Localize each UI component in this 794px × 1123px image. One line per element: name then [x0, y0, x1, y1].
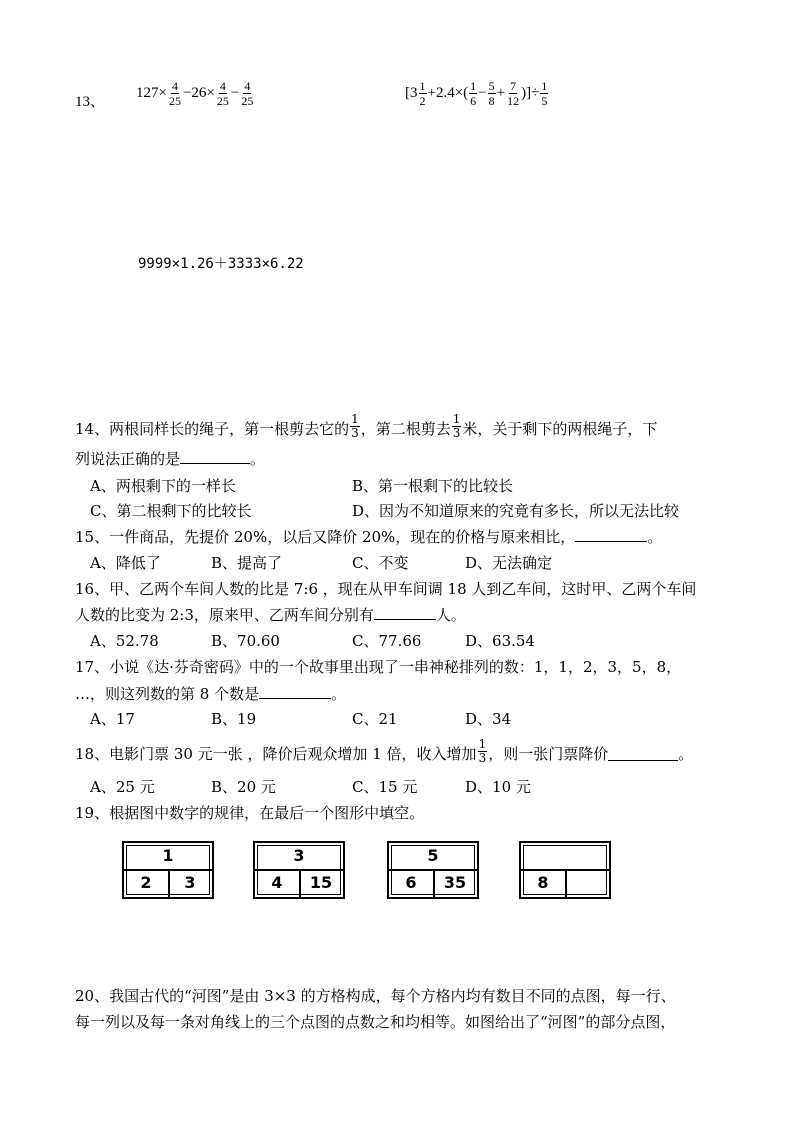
q15-question: [75, 527, 662, 546]
denominator: 2: [419, 94, 426, 108]
q14-text-b: ，第二根剪去: [360, 419, 451, 438]
q13-label: 13、: [75, 94, 106, 110]
expr1-term-a: 127×: [136, 85, 167, 101]
fraction: [216, 79, 230, 108]
box-right-number: 3: [184, 873, 196, 892]
answer-blank[interactable]: [575, 527, 647, 542]
q16-line-1: 16、甲、乙两个车间人数的比是 7:6 ，现在从甲车间调 18 人到乙车间，这时甲、乙两个车间: [75, 580, 697, 598]
q17-text-line2: …，则这列数的第 8 个数是: [75, 685, 260, 703]
expr1-term-c: −: [230, 85, 240, 101]
denominator: 12: [507, 94, 520, 108]
numerator: 1: [541, 79, 548, 93]
numerator: 1: [351, 412, 359, 426]
denominator: 3: [478, 751, 487, 765]
q20-line-1: 20、我国古代的“河图”是由 3×3 的方格构成，每个方格内均有数目不同的点图，每一行、: [75, 987, 676, 1005]
denominator: 25: [241, 94, 254, 108]
answer-blank[interactable]: [180, 449, 250, 464]
numerator: 1: [470, 79, 477, 93]
box-top-number: 5: [389, 843, 477, 871]
q14-line-2: [75, 449, 265, 468]
numerator: 5: [488, 79, 495, 93]
fraction: [478, 738, 488, 765]
numerator: 1: [419, 79, 426, 93]
q15-option-c: C、不变: [352, 554, 409, 572]
q17-option-b: B、19: [211, 710, 257, 728]
expr2-close: )]÷: [521, 85, 540, 101]
denominator: 8: [488, 94, 495, 108]
q18-option-b: B、20 元: [211, 778, 276, 796]
denominator: 3: [452, 426, 461, 440]
q18-text-b: ，则一张门票降价: [488, 744, 609, 763]
box-left-number: 8: [521, 869, 567, 897]
fraction: [240, 79, 254, 108]
expr2-plus: +: [496, 85, 506, 101]
pattern-box-3: [387, 841, 479, 899]
q14-option-c: C、第二根剩下的比较长: [90, 502, 252, 520]
pattern-box-2: [253, 841, 345, 899]
box-right-blank[interactable]: [565, 869, 609, 897]
q14-text-line2: 列说法正确的是: [75, 450, 181, 468]
denominator: 3: [351, 426, 359, 440]
q19-question: 19、根据图中数字的规律，在最后一个图形中填空。: [75, 804, 425, 822]
q17-option-d: D、34: [465, 710, 512, 728]
numerator: 1: [452, 412, 461, 426]
q17-line-1: 17、小说《达·芬奇密码》中的一个故事里出现了一串神秘排列的数：1，1，2，3，5，8，: [75, 658, 682, 676]
numerator: 7: [510, 79, 517, 93]
q14-option-d: D、因为不知道原来的究竟有多长，所以无法比较: [352, 502, 680, 520]
q16-text-end: 人。: [435, 606, 466, 624]
box-top-blank[interactable]: [521, 843, 609, 871]
box-left-number: 6: [389, 869, 435, 897]
fraction: [506, 79, 520, 108]
q16-option-c: C、77.66: [352, 632, 422, 650]
fraction: [168, 79, 182, 108]
q16-line-2: [75, 605, 466, 624]
fraction: [452, 413, 462, 440]
q14-text-end: 。: [250, 450, 266, 468]
answer-blank[interactable]: [259, 684, 331, 699]
q14-line-1: [75, 412, 658, 442]
q18-option-d: D、10 元: [465, 778, 531, 796]
q17-option-c: C、21: [352, 710, 398, 728]
box-right-number: 15: [309, 873, 333, 892]
q15-text-end: 。: [647, 528, 663, 546]
fraction: [350, 413, 360, 440]
numerator: 4: [244, 79, 251, 93]
q18-text-a: 18、电影门票 30 元一张 ，降价后观众增加 1 倍，收入增加: [75, 744, 477, 763]
numerator: 4: [219, 79, 226, 93]
fraction: [540, 79, 548, 108]
q20-line-2: 每一列以及每一条对角线上的三个点图的点数之和均相等。如图给出了“河图”的部分点图，: [75, 1013, 676, 1031]
answer-blank[interactable]: [608, 746, 678, 761]
q18-question: [75, 737, 694, 767]
q15-option-b: B、提高了: [211, 554, 283, 572]
q14-option-b: B、第一根剩下的比较长: [352, 477, 514, 495]
denominator: 25: [168, 94, 181, 108]
q14-text-a: 14、两根同样长的绳子，第一根剪去它的: [75, 419, 350, 438]
expr2-minus: −: [478, 85, 487, 101]
denominator: 25: [216, 94, 229, 108]
q16-option-a: A、52.78: [90, 632, 159, 650]
pattern-box-1: [122, 841, 214, 899]
q13-expression-2: [405, 79, 549, 108]
q14-option-a: A、两根剩下的一样长: [90, 477, 236, 495]
box-left-number: 4: [255, 869, 301, 897]
q16-option-b: B、70.60: [211, 632, 280, 650]
box-right-number: 35: [443, 873, 467, 892]
q17-text-end: 。: [331, 685, 347, 703]
expr2-open: [3: [405, 85, 418, 101]
q16-option-d: D、63.54: [465, 632, 535, 650]
q13-expression-3: 9999×1.26＋3333×6.22: [138, 256, 304, 272]
box-top-number: 3: [255, 843, 343, 871]
fraction: [469, 79, 477, 108]
denominator: 6: [470, 94, 477, 108]
fraction: [419, 79, 427, 108]
q14-text-c: 米，关于剩下的两根绳子，下: [462, 419, 658, 438]
pattern-box-4: [519, 841, 611, 899]
q16-text-line2: 人数的比变为 2:3，原来甲、乙两车间分别有: [75, 606, 374, 624]
fraction: [488, 79, 496, 108]
q17-option-a: A、17: [90, 710, 135, 728]
q17-line-2: [75, 684, 346, 703]
box-top-number: 1: [124, 843, 212, 871]
box-left-number: 2: [124, 869, 170, 897]
numerator: 4: [171, 79, 178, 93]
expr2-mid: +2.4×(: [427, 85, 469, 101]
q18-text-end: 。: [678, 744, 694, 763]
expr1-term-b: −26×: [182, 85, 215, 101]
q18-option-a: A、25 元: [90, 778, 155, 796]
q18-option-c: C、15 元: [352, 778, 418, 796]
answer-blank[interactable]: [374, 605, 436, 620]
numerator: 1: [478, 737, 487, 751]
q13-expression-1: [136, 79, 255, 108]
q15-text: 15、一件商品，先提价 20%，以后又降价 20%，现在的价格与原来相比，: [75, 528, 576, 546]
q15-option-a: A、降低了: [90, 554, 161, 572]
denominator: 5: [541, 94, 548, 108]
q15-option-d: D、无法确定: [465, 554, 553, 572]
